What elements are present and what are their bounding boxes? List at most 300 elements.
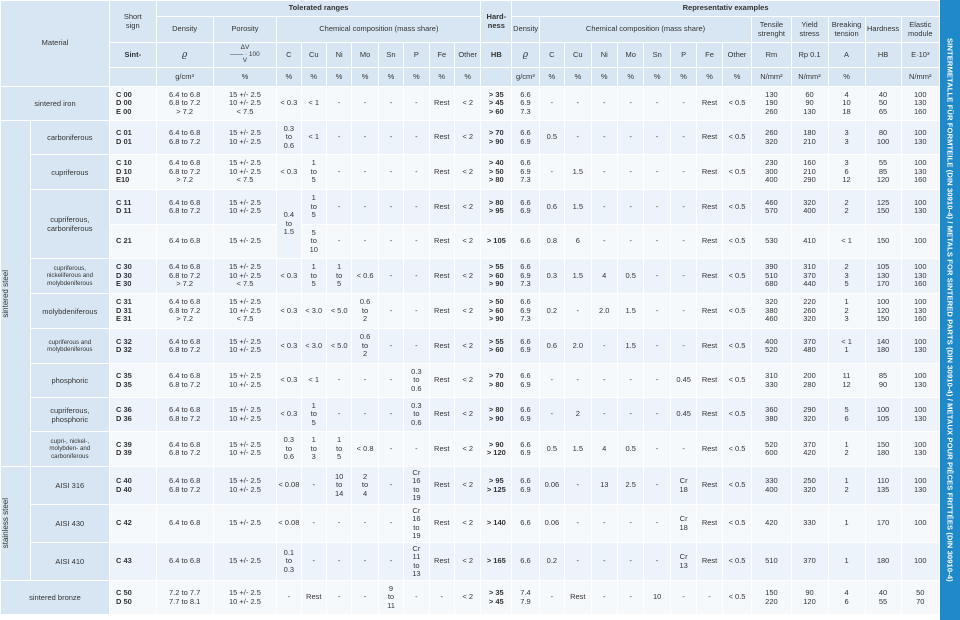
cell-p: - xyxy=(404,259,429,294)
cell-mo: - xyxy=(352,121,378,155)
cell-c2: 0.6 xyxy=(539,190,564,225)
cell-mo2: 1.5 xyxy=(617,329,643,364)
header-sint: Sint- xyxy=(110,43,157,68)
cell-code: C 40 D 40 xyxy=(110,467,157,505)
cell-por: 15 +/- 2.5 10 +/- 2.5 xyxy=(213,398,277,432)
cell-cu: 1 to 5 xyxy=(301,259,326,294)
cell-ni2: - xyxy=(591,364,617,398)
cell-hb3: 105 130 170 xyxy=(865,259,901,294)
cell-fe: Rest xyxy=(429,505,454,543)
cell-oth: < 2 xyxy=(454,121,481,155)
cell-ni: < 5.0 xyxy=(326,294,351,329)
cell-e: 100 130 xyxy=(901,432,939,467)
cell-ni: - xyxy=(326,364,351,398)
cell-c: < 0.08 xyxy=(277,467,301,505)
cell-fe2: Rest xyxy=(697,467,722,505)
cell-sn: - xyxy=(378,259,403,294)
cell-cu: 1 to 3 xyxy=(301,432,326,467)
cell-dens: 6.4 to 6.8 6.8 to 7.2 xyxy=(156,432,213,467)
cell-cu2: 1.5 xyxy=(565,155,591,190)
table-row xyxy=(1,505,940,543)
cell-hb: > 80 > 95 xyxy=(481,190,512,225)
cell-p2: Cr 18 xyxy=(670,505,696,543)
cell-c: < 0.3 xyxy=(277,87,301,121)
header-e10: E·10³ xyxy=(901,43,939,68)
cell-rp: 370 420 xyxy=(791,432,828,467)
cell-fe: Rest xyxy=(429,329,454,364)
cell-oth2: < 0.5 xyxy=(722,398,752,432)
cell-ni: - xyxy=(326,190,351,225)
unit-right-2: % xyxy=(565,68,591,87)
cell-sn2: - xyxy=(644,505,670,543)
cell-ni2: - xyxy=(591,155,617,190)
table-row xyxy=(1,121,940,155)
cell-code: C 11 D 11 xyxy=(110,190,157,225)
cell-d2: 6.6 6.9 xyxy=(512,398,540,432)
header-rp: Rp 0.1 xyxy=(791,43,828,68)
table-row xyxy=(1,225,940,259)
unit-right-7: % xyxy=(697,68,722,87)
cell-ni2: - xyxy=(591,398,617,432)
cell-fe2: Rest xyxy=(697,432,722,467)
unit-left-9: % xyxy=(454,68,481,87)
cell-sn: - xyxy=(378,543,403,581)
cell-sn: - xyxy=(378,505,403,543)
cell-c2: 0.5 xyxy=(539,121,564,155)
cell-ni2: 13 xyxy=(591,467,617,505)
cell-ni: - xyxy=(326,543,351,581)
cell-oth: < 2 xyxy=(454,581,481,615)
cell-code: C 32 D 32 xyxy=(110,329,157,364)
material-name: cupriferous xyxy=(30,155,109,190)
cell-c2: - xyxy=(539,398,564,432)
cell-mo2: 1.5 xyxy=(617,294,643,329)
cell-ni: - xyxy=(326,225,351,259)
cell-c: 0.1 to 0.3 xyxy=(277,543,301,581)
cell-sn2: - xyxy=(644,225,670,259)
cell-fe2: Rest xyxy=(697,155,722,190)
cell-d2: 6.6 6.9 xyxy=(512,329,540,364)
cell-p2: Cr 18 xyxy=(670,467,696,505)
cell-d2: 6.6 6.9 xyxy=(512,467,540,505)
cell-c: < 0.3 xyxy=(277,364,301,398)
cell-a: 11 12 xyxy=(828,364,865,398)
cell-a: 1 xyxy=(828,505,865,543)
side-banner xyxy=(940,0,960,620)
cell-c: 0.4 to 1.5 xyxy=(277,190,301,259)
cell-rm: 310 330 xyxy=(752,364,791,398)
cell-mo: - xyxy=(352,398,378,432)
cell-rm: 420 xyxy=(752,505,791,543)
cell-mo2: - xyxy=(617,190,643,225)
cell-fe2: Rest xyxy=(697,398,722,432)
cell-fe: Rest xyxy=(429,155,454,190)
cell-sn: - xyxy=(378,121,403,155)
material-name: molybdeniferous xyxy=(30,294,109,329)
cell-cu2: - xyxy=(565,364,591,398)
cell-a: 3 3 xyxy=(828,121,865,155)
cell-hb3: 40 55 xyxy=(865,581,901,615)
cell-oth: < 2 xyxy=(454,467,481,505)
header-el2-c: C xyxy=(539,43,564,68)
side-banner-text: SINTERMETALLE FÜR FORMTEILE (DIN 30910-4) / METALS FOR SINTERED PARTS (DIN 30910-4) / METAUX POUR PIÈCES FRITTÉES (DIN 30910-4) xyxy=(945,38,955,582)
cell-oth: < 2 xyxy=(454,225,481,259)
cell-cu2: - xyxy=(565,505,591,543)
cell-p: - xyxy=(404,225,429,259)
table-row xyxy=(1,543,940,581)
cell-hb3: 180 xyxy=(865,543,901,581)
cell-mo2: - xyxy=(617,225,643,259)
cell-code: C 35 D 35 xyxy=(110,364,157,398)
cell-oth: < 2 xyxy=(454,505,481,543)
unit-left-3: % xyxy=(301,68,326,87)
material-name: cupriferous, nickeliferous and molybdeniferous xyxy=(30,259,109,294)
cell-fe: Rest xyxy=(429,398,454,432)
cell-ni: - xyxy=(326,121,351,155)
cell-a: 1 2 3 xyxy=(828,294,865,329)
cell-c: < 0.3 xyxy=(277,294,301,329)
cell-oth: < 2 xyxy=(454,155,481,190)
header-yield: Yield stress xyxy=(791,17,828,43)
cell-cu: 1 to 5 xyxy=(301,398,326,432)
header-el-mo: Mo xyxy=(352,43,378,68)
cell-fe: Rest xyxy=(429,87,454,121)
cell-cu: - xyxy=(301,467,326,505)
cell-hb: > 55 > 60 xyxy=(481,329,512,364)
cell-rm: 390 510 680 xyxy=(752,259,791,294)
cell-d2: 6.6 xyxy=(512,505,540,543)
cell-ni2: 4 xyxy=(591,432,617,467)
cell-p: Cr 11 to 13 xyxy=(404,543,429,581)
cell-por: 15 +/- 2.5 10 +/- 2.5 < 7.5 xyxy=(213,155,277,190)
cell-fe: - xyxy=(429,581,454,615)
cell-dens: 6.4 to 6.8 xyxy=(156,505,213,543)
header-rho-2: ϱ xyxy=(512,43,540,68)
cell-hb3: 100 120 150 xyxy=(865,294,901,329)
cell-cu2: 2 xyxy=(565,398,591,432)
cell-c2: 0.6 xyxy=(539,329,564,364)
cell-oth: < 2 xyxy=(454,543,481,581)
unit-left-0: g/cm³ xyxy=(156,68,213,87)
cell-oth2: < 0.5 xyxy=(722,294,752,329)
cell-e: 50 70 xyxy=(901,581,939,615)
cell-cu: - xyxy=(301,543,326,581)
cell-d2: 6.6 6.9 7.3 xyxy=(512,259,540,294)
table-row xyxy=(1,581,940,615)
cell-sn2: - xyxy=(644,121,670,155)
cell-sn2: - xyxy=(644,259,670,294)
cell-p2: 0.45 xyxy=(670,398,696,432)
cell-mo2: - xyxy=(617,364,643,398)
header-el2-mo: Mo xyxy=(617,43,643,68)
material-name: cupriferous and molybdeniferous xyxy=(30,329,109,364)
cell-dens: 6.4 to 6.8 xyxy=(156,543,213,581)
cell-cu: 1 to 5 xyxy=(301,155,326,190)
cell-hb3: 55 85 120 xyxy=(865,155,901,190)
cell-sn: - xyxy=(378,155,403,190)
cell-dens: 6.4 to 6.8 6.8 to 7.2 xyxy=(156,467,213,505)
header-elastic: Elastic module xyxy=(901,17,939,43)
cell-oth2: < 0.5 xyxy=(722,329,752,364)
unit-right-0: g/cm³ xyxy=(512,68,540,87)
material-name: cupriferous, carboniferous xyxy=(30,190,109,259)
cell-dens: 6.4 to 6.8 6.8 to 7.2 > 7.2 xyxy=(156,155,213,190)
cell-dens: 6.4 to 6.8 6.8 to 7.2 xyxy=(156,398,213,432)
cell-hb3: 125 150 xyxy=(865,190,901,225)
material-name: cupri-, nickel-, molybden- and carboniferous xyxy=(30,432,109,467)
cell-code: C 21 xyxy=(110,225,157,259)
header-porosity: Porosity xyxy=(213,17,277,43)
cell-por: 15 +/- 2.5 10 +/- 2.5 < 7.5 xyxy=(213,294,277,329)
cell-oth2: < 0.5 xyxy=(722,155,752,190)
cell-ni2: - xyxy=(591,225,617,259)
cell-e: 100 xyxy=(901,225,939,259)
header-el-fe: Fe xyxy=(429,43,454,68)
cell-oth2: < 0.5 xyxy=(722,190,752,225)
cell-e: 100 130 xyxy=(901,190,939,225)
cell-hb3: 100 105 xyxy=(865,398,901,432)
cell-p: - xyxy=(404,581,429,615)
cell-mo: - xyxy=(352,543,378,581)
cell-sn: - xyxy=(378,190,403,225)
cell-hb: > 70 > 90 xyxy=(481,121,512,155)
cell-cu: Rest xyxy=(301,581,326,615)
cell-d2: 6.6 xyxy=(512,543,540,581)
cell-d2: 6.6 xyxy=(512,225,540,259)
cell-hb3: 150 xyxy=(865,225,901,259)
cell-sn2: - xyxy=(644,467,670,505)
cell-cu2: - xyxy=(565,294,591,329)
header-el-cu: Cu xyxy=(301,43,326,68)
cell-cu: - xyxy=(301,505,326,543)
cell-d2: 6.6 6.9 7.3 xyxy=(512,294,540,329)
cell-fe2: Rest xyxy=(697,87,722,121)
unit-hb xyxy=(481,68,512,87)
cell-ni2: - xyxy=(591,121,617,155)
cell-c2: 0.8 xyxy=(539,225,564,259)
unit-right-12 xyxy=(865,68,901,87)
cell-p: - xyxy=(404,329,429,364)
cell-hb: > 40 > 50 > 80 xyxy=(481,155,512,190)
cell-oth2: < 0.5 xyxy=(722,432,752,467)
cell-sn2: - xyxy=(644,543,670,581)
cell-c2: - xyxy=(539,581,564,615)
header-el-ni: Ni xyxy=(326,43,351,68)
cell-oth2: < 0.5 xyxy=(722,87,752,121)
cell-c2: 0.2 xyxy=(539,543,564,581)
cell-oth: < 2 xyxy=(454,329,481,364)
header-el-p: P xyxy=(404,43,429,68)
cell-rm: 460 570 xyxy=(752,190,791,225)
cell-p: 0.3 to 0.6 xyxy=(404,364,429,398)
cell-mo: - xyxy=(352,581,378,615)
cell-p: - xyxy=(404,87,429,121)
cell-fe: Rest xyxy=(429,432,454,467)
group-label: stainless steel xyxy=(1,498,10,549)
cell-hb: > 90 > 120 xyxy=(481,432,512,467)
cell-a: 2 3 5 xyxy=(828,259,865,294)
cell-por: 15 +/- 2.5 10 +/- 2.5 < 7.5 xyxy=(213,259,277,294)
cell-dens: 6.4 to 6.8 xyxy=(156,225,213,259)
header-el2-cu: Cu xyxy=(565,43,591,68)
material-name: cupriferous, phosphoric xyxy=(30,398,109,432)
cell-oth2: < 0.5 xyxy=(722,225,752,259)
material-name: phosphoric xyxy=(30,364,109,398)
cell-e: 100 130 xyxy=(901,398,939,432)
material-name: AISI 410 xyxy=(30,543,109,581)
header-density: Density xyxy=(156,17,213,43)
cell-e: 100 130 xyxy=(901,467,939,505)
cell-oth: < 2 xyxy=(454,294,481,329)
cell-sn2: - xyxy=(644,364,670,398)
cell-por: 15 +/- 2.5 10 +/- 2.5 xyxy=(213,190,277,225)
table-row xyxy=(1,329,940,364)
cell-sn2: - xyxy=(644,329,670,364)
cell-p: Cr 16 to 19 xyxy=(404,467,429,505)
cell-oth: < 2 xyxy=(454,398,481,432)
cell-mo: - xyxy=(352,190,378,225)
cell-p: Cr 16 to 19 xyxy=(404,505,429,543)
cell-c: 0.3 to 0.6 xyxy=(277,121,301,155)
cell-oth: < 2 xyxy=(454,364,481,398)
cell-cu2: - xyxy=(565,87,591,121)
cell-rp: 180 210 xyxy=(791,121,828,155)
cell-c: < 0.3 xyxy=(277,155,301,190)
cell-d2: 6.6 6.9 7.3 xyxy=(512,87,540,121)
cell-por: 15 +/- 2.5 xyxy=(213,225,277,259)
cell-c: < 0.3 xyxy=(277,259,301,294)
cell-code: C 31 D 31 E 31 xyxy=(110,294,157,329)
cell-hb3: 40 50 65 xyxy=(865,87,901,121)
cell-a: < 1 xyxy=(828,225,865,259)
cell-e: 100 130 160 xyxy=(901,87,939,121)
cell-cu2: - xyxy=(565,121,591,155)
cell-fe2: Rest xyxy=(697,190,722,225)
cell-cu2: 6 xyxy=(565,225,591,259)
cell-ni2: - xyxy=(591,543,617,581)
cell-oth2: < 0.5 xyxy=(722,259,752,294)
cell-c2: 0.5 xyxy=(539,432,564,467)
cell-rp: 370 480 xyxy=(791,329,828,364)
cell-sn: - xyxy=(378,294,403,329)
cell-e: 100 130 xyxy=(901,329,939,364)
cell-c: 0.3 to 0.6 xyxy=(277,432,301,467)
cell-oth2: < 0.5 xyxy=(722,467,752,505)
cell-mo: 0.6 to 2 xyxy=(352,329,378,364)
cell-hb3: 170 xyxy=(865,505,901,543)
unit-left-7: % xyxy=(404,68,429,87)
cell-oth: < 2 xyxy=(454,190,481,225)
cell-fe: Rest xyxy=(429,190,454,225)
cell-cu: < 1 xyxy=(301,121,326,155)
cell-rp: 200 280 xyxy=(791,364,828,398)
unit-right-4: % xyxy=(617,68,643,87)
cell-sn2: - xyxy=(644,87,670,121)
cell-c2: 0.2 xyxy=(539,294,564,329)
unit-right-6: % xyxy=(670,68,696,87)
cell-e: 100 130 160 xyxy=(901,155,939,190)
unit-left-4: % xyxy=(326,68,351,87)
cell-a: 4 10 18 xyxy=(828,87,865,121)
cell-code: C 00 D 00 E 00 xyxy=(110,87,157,121)
cell-e: 100 130 160 xyxy=(901,294,939,329)
cell-mo: - xyxy=(352,505,378,543)
cell-fe: Rest xyxy=(429,467,454,505)
cell-dens: 6.4 to 6.8 6.8 to 7.2 > 7.2 xyxy=(156,294,213,329)
cell-c2: 0.06 xyxy=(539,467,564,505)
table-row xyxy=(1,398,940,432)
header-hb-2: HB xyxy=(865,43,901,68)
cell-sn2: - xyxy=(644,190,670,225)
cell-fe2: Rest xyxy=(697,225,722,259)
unit-left-2: % xyxy=(277,68,301,87)
cell-dens: 7.2 to 7.7 7.7 to 8.1 xyxy=(156,581,213,615)
cell-ni2: 4 xyxy=(591,259,617,294)
cell-a: 4 6 xyxy=(828,581,865,615)
cell-mo2: 0.5 xyxy=(617,259,643,294)
table-row xyxy=(1,259,940,294)
cell-ni: 10 to 14 xyxy=(326,467,351,505)
cell-code: C 30 D 30 E 30 xyxy=(110,259,157,294)
cell-a: 1 2 xyxy=(828,467,865,505)
cell-rp: 370 xyxy=(791,543,828,581)
cell-d2: 6.6 6.9 xyxy=(512,432,540,467)
unit-right-9: N/mm² xyxy=(752,68,791,87)
cell-cu: 1 to 5 xyxy=(301,190,326,225)
cell-por: 15 +/- 2.5 10 +/- 2.5 < 7.5 xyxy=(213,87,277,121)
unit-right-10: N/mm² xyxy=(791,68,828,87)
cell-rm: 520 600 xyxy=(752,432,791,467)
cell-mo: - xyxy=(352,225,378,259)
cell-p2: - xyxy=(670,155,696,190)
cell-fe2: Rest xyxy=(697,329,722,364)
table-row xyxy=(1,87,940,121)
cell-cu2: 1.5 xyxy=(565,259,591,294)
cell-fe2: Rest xyxy=(697,294,722,329)
cell-cu: < 1 xyxy=(301,364,326,398)
cell-sn: - xyxy=(378,329,403,364)
cell-rm: 400 520 xyxy=(752,329,791,364)
header-tolerated-ranges: Tolerated ranges xyxy=(156,1,481,17)
table-body xyxy=(1,87,940,615)
group-label: sintered steel xyxy=(1,269,10,318)
cell-por: 15 +/- 2.5 10 +/- 2.5 xyxy=(213,432,277,467)
cell-rm: 320 380 460 xyxy=(752,294,791,329)
cell-mo2: - xyxy=(617,87,643,121)
cell-d2: 7.4 7.9 xyxy=(512,581,540,615)
cell-p2: - xyxy=(670,581,696,615)
table-row xyxy=(1,294,940,329)
cell-hb: > 50 > 60 > 90 xyxy=(481,294,512,329)
cell-e: 100 130 xyxy=(901,364,939,398)
cell-hb: > 70 > 80 xyxy=(481,364,512,398)
cell-sn: - xyxy=(378,467,403,505)
cell-cu2: - xyxy=(565,543,591,581)
cell-a: < 1 1 xyxy=(828,329,865,364)
cell-oth2: < 0.5 xyxy=(722,505,752,543)
cell-ni: - xyxy=(326,581,351,615)
header-el2-fe: Fe xyxy=(697,43,722,68)
unit-right-8: % xyxy=(722,68,752,87)
header-representativ-examples: Representativ examples xyxy=(512,1,940,17)
cell-por: 15 +/- 2.5 10 +/- 2.5 xyxy=(213,467,277,505)
cell-fe2: Rest xyxy=(697,259,722,294)
cell-mo2: - xyxy=(617,155,643,190)
cell-c2: - xyxy=(539,87,564,121)
header-breaking: Breaking tension xyxy=(828,17,865,43)
cell-a: 5 6 xyxy=(828,398,865,432)
cell-cu: < 1 xyxy=(301,87,326,121)
